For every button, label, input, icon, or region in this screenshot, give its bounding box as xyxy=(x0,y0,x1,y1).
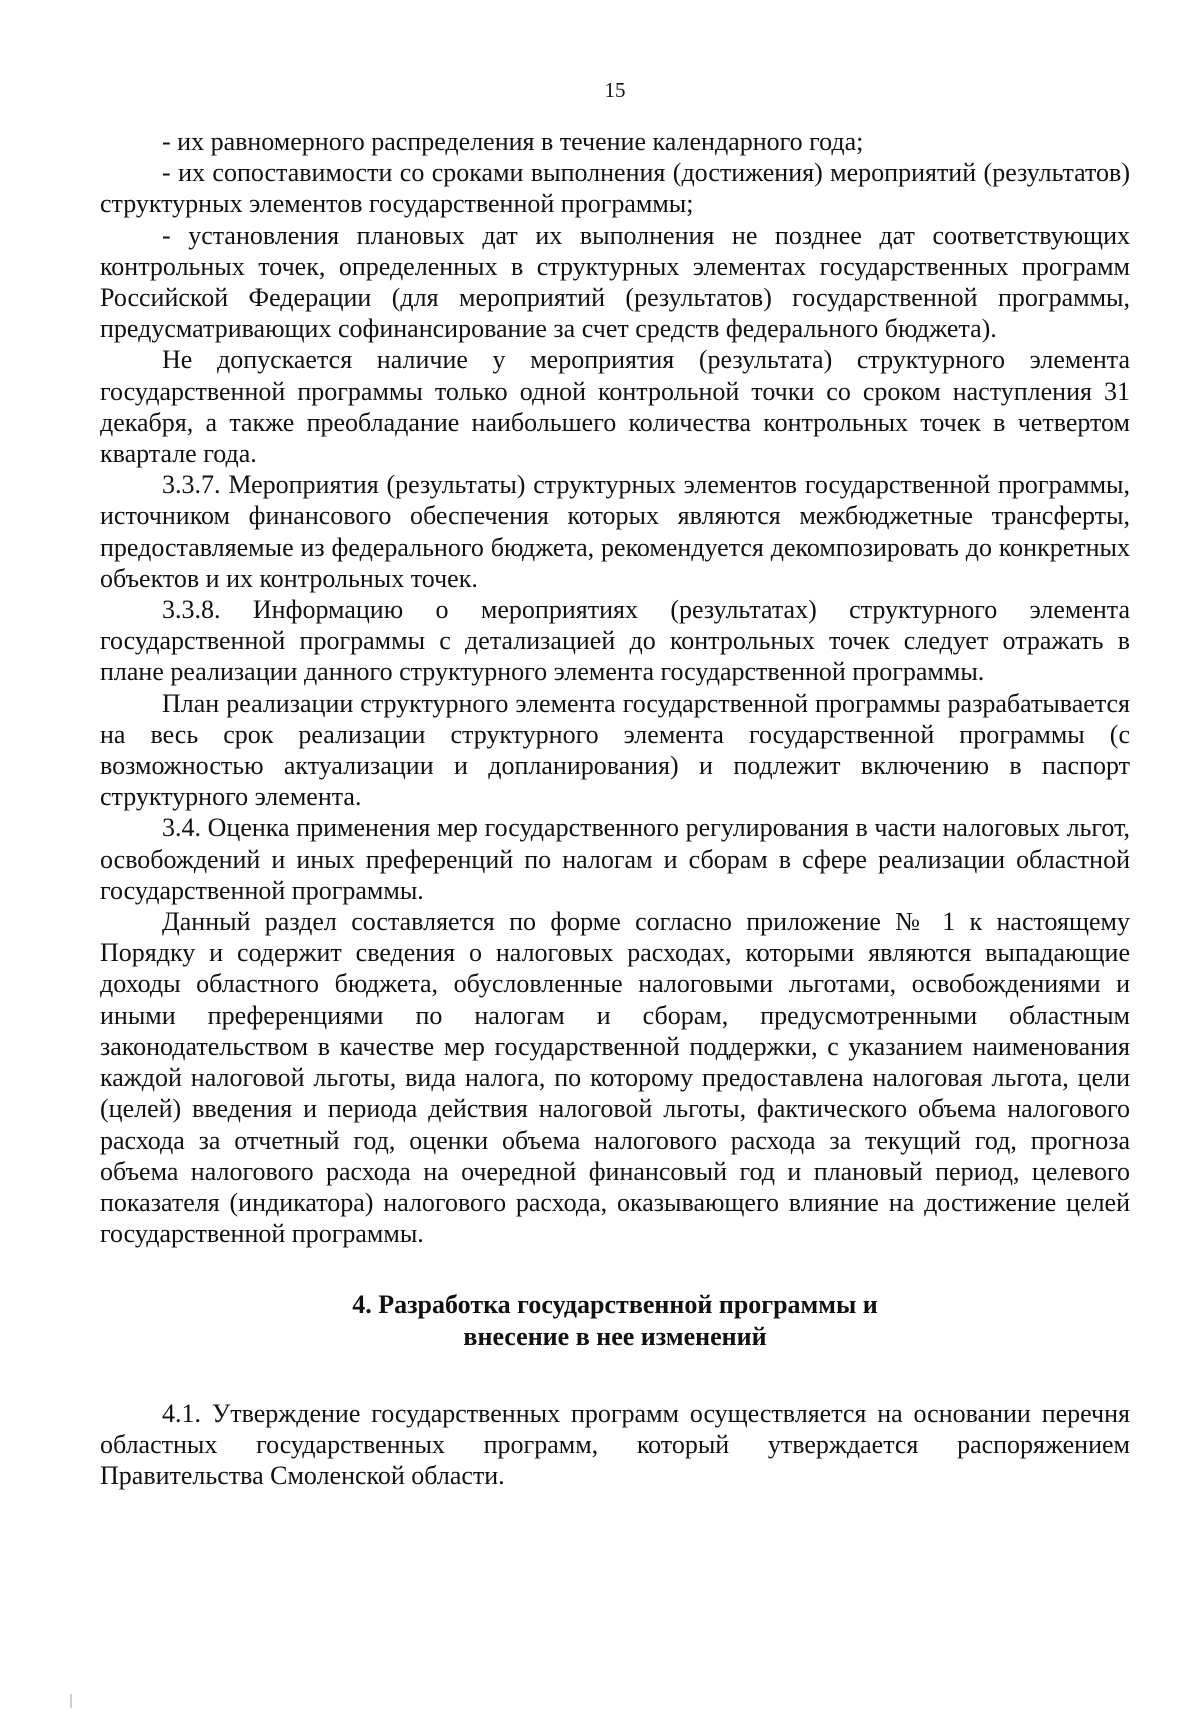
paragraph-implementation-plan: План реализации структурного элемента государственной программы разрабатывается на весь срок реализации структурного элемента государственной программы (с возможностью актуализации и допланирования) и подлежит включению в паспорт структурного элемента. xyxy=(100,688,1130,812)
paragraph-3-3-8: 3.3.8. Информацию о мероприятиях (результатах) структурного элемента государственной программы с детализацией до контрольных точек следует отражать в плане реализации данного структурного элемента государственной программы. xyxy=(100,595,1130,687)
paragraph-even-distribution: - их равномерного распределения в течение календарного года; xyxy=(162,127,864,156)
paragraph-tax-expenditures: Данный раздел составляется по форме согласно приложение № 1 к настоящему Порядку и содержит сведения о налоговых расходах, которыми являются выпадающие доходы областного бюджета, обусловленные налоговыми льготами, освобождениями и иными преференциями по налогам и сборам, предусмотренными областным законодательством в качестве мер государственной поддержки, с указанием наименования каждой налоговой льготы, вида налога, по которому предоставлена налоговая льгота, цели (целей) введения и периода действия налоговой льготы, фактического объема налогового расхода за отчетный год, оценки объема налогового расхода за текущий год, прогноза объема налогового расхода на очередной финансовый год и плановый период, целевого показателя (индикатора) налогового расхода, оказывающего влияние на достижение целей государственной программы. xyxy=(100,907,1130,1249)
document-body xyxy=(100,126,1130,1491)
paragraph-3-4: 3.4. Оценка применения мер государственного регулирования в части налоговых льгот, освобождений и иных преференций по налогам и сборам в сфере реализации областной государственной программы. xyxy=(100,813,1130,905)
paragraph-comparability: - их сопоставимости со сроками выполнения (достижения) мероприятий (результатов) структурных элементов государственной программы; xyxy=(100,158,1130,219)
section-4-heading xyxy=(100,1289,1130,1351)
page-number: 15 xyxy=(604,78,626,102)
paragraph-4-1: 4.1. Утверждение государственных программ осуществляется на основании перечня областных государственных программ, который утверждается распоряжением Правительства Смоленской области. xyxy=(100,1398,1130,1491)
paragraph-planned-dates: - установления плановых дат их выполнения не позднее дат соответствующих контрольных точек, определенных в структурных элементах государственных программ Российской Федерации (для мероприятий (результатов) государственной программы, предусматривающих софинансирование за счет средств федерального бюджета). xyxy=(100,220,1130,344)
section-4-heading-line-2: внесение в нее изменений xyxy=(463,1321,767,1351)
scan-artifact xyxy=(70,1694,72,1708)
section-4-heading-line-1: 4. Разработка государственной программы и xyxy=(352,1290,878,1320)
paragraph-3-3-7: 3.3.7. Мероприятия (результаты) структурных элементов государственной программы, источником финансового обеспечения которых являются межбюджетные трансферты, предоставляемые из федерального бюджета, рекомендуется декомпозировать до конкретных объектов и их контрольных точек. xyxy=(100,470,1130,593)
paragraph-single-control-point: Не допускается наличие у мероприятия (результата) структурного элемента государственной программы только одной контрольной точки со сроком наступления 31 декабря, а также преобладание наибольшего количества контрольных точек в четвертом квартале года. xyxy=(100,345,1130,469)
